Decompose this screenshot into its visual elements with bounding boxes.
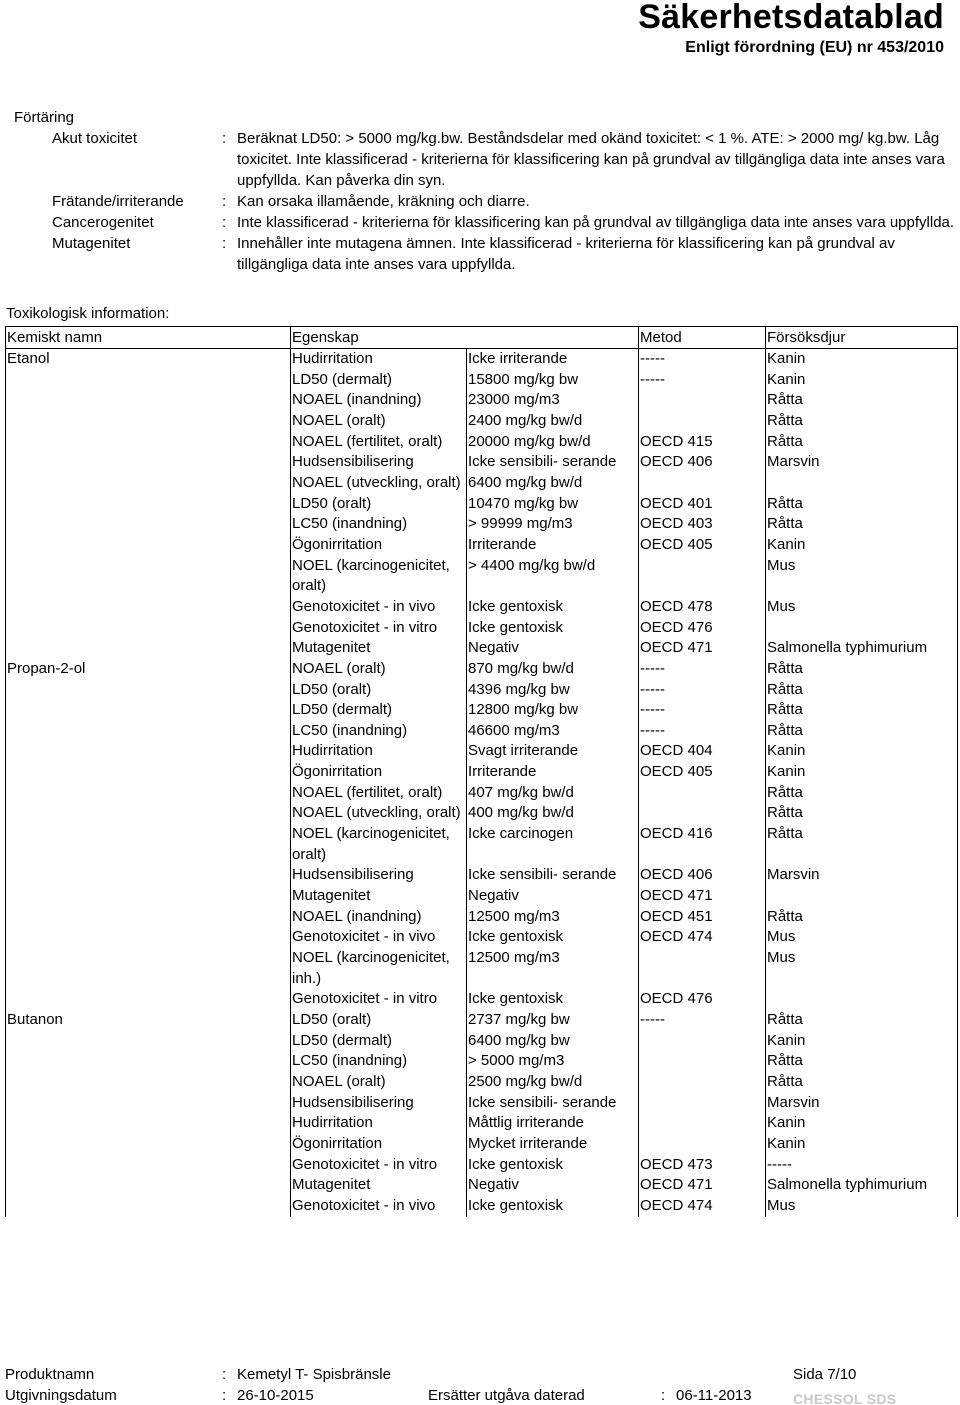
- table-row: [6, 721, 958, 742]
- method-cell: OECD 451: [639, 907, 766, 928]
- property-cell: LD50 (dermalt): [291, 1031, 467, 1052]
- chemical-name-cell: [6, 1031, 291, 1052]
- method-cell: OECD 415: [639, 432, 766, 453]
- method-cell: OECD 474: [639, 1196, 766, 1217]
- method-cell: OECD 476: [639, 618, 766, 639]
- table-row: [6, 948, 958, 989]
- test-animal-cell: Kanin: [766, 1134, 958, 1155]
- test-animal-cell: Mus: [766, 1196, 958, 1217]
- chemical-name-cell: [6, 824, 291, 865]
- chemical-name-cell: [6, 721, 291, 742]
- method-cell: [639, 1031, 766, 1052]
- method-cell: OECD 405: [639, 535, 766, 556]
- chemical-name-cell: [6, 411, 291, 432]
- property-cell: NOAEL (fertilitet, oralt): [291, 432, 467, 453]
- chemical-name-cell: [6, 1155, 291, 1176]
- table-row: [6, 1010, 958, 1031]
- test-animal-cell: [766, 886, 958, 907]
- result-cell: Negativ: [467, 1175, 639, 1196]
- chemical-name-cell: [6, 514, 291, 535]
- test-animal-cell: Råtta: [766, 700, 958, 721]
- property-cell: Genotoxicitet - in vivo: [291, 927, 467, 948]
- test-animal-cell: Råtta: [766, 803, 958, 824]
- test-animal-cell: [766, 618, 958, 639]
- result-cell: 10470 mg/kg bw: [467, 494, 639, 515]
- table-row: [6, 556, 958, 597]
- property-row: [0, 191, 960, 212]
- toxicology-table: [5, 326, 958, 1217]
- property-cell: Genotoxicitet - in vitro: [291, 618, 467, 639]
- chemical-name-cell: [6, 948, 291, 989]
- result-cell: 400 mg/kg bw/d: [467, 803, 639, 824]
- method-cell: OECD 474: [639, 927, 766, 948]
- property-row: [0, 233, 960, 275]
- chemical-name-cell: [6, 1113, 291, 1134]
- property-cell: Hudsensibilisering: [291, 865, 467, 886]
- result-cell: 12800 mg/kg bw: [467, 700, 639, 721]
- chemical-name-cell: [6, 535, 291, 556]
- test-animal-cell: Mus: [766, 556, 958, 597]
- property-cell: LC50 (inandning): [291, 1051, 467, 1072]
- chemical-name-cell: Etanol: [6, 349, 291, 370]
- table-body: [6, 349, 958, 1217]
- result-cell: Icke gentoxisk: [467, 1196, 639, 1217]
- result-cell: 870 mg/kg bw/d: [467, 659, 639, 680]
- test-animal-cell: -----: [766, 1155, 958, 1176]
- chemical-name-cell: [6, 783, 291, 804]
- chemical-name-cell: Butanon: [6, 1010, 291, 1031]
- result-cell: Icke carcinogen: [467, 824, 639, 865]
- test-animal-cell: Råtta: [766, 659, 958, 680]
- property-colon: :: [222, 193, 227, 210]
- property-cell: Hudsensibilisering: [291, 1093, 467, 1114]
- result-cell: Irriterande: [467, 762, 639, 783]
- chemical-name-cell: [6, 1196, 291, 1217]
- result-cell: 12500 mg/m3: [467, 907, 639, 928]
- test-animal-cell: Råtta: [766, 411, 958, 432]
- method-cell: OECD 471: [639, 886, 766, 907]
- table-row: [6, 452, 958, 473]
- property-cell: Genotoxicitet - in vitro: [291, 989, 467, 1010]
- result-cell: Måttlig irriterande: [467, 1113, 639, 1134]
- table-row: [6, 473, 958, 494]
- result-cell: Icke gentoxisk: [467, 989, 639, 1010]
- table-row: [6, 659, 958, 680]
- table-row: [6, 494, 958, 515]
- method-cell: OECD 404: [639, 741, 766, 762]
- result-cell: 12500 mg/m3: [467, 948, 639, 989]
- result-cell: Icke gentoxisk: [467, 927, 639, 948]
- table-row: [6, 907, 958, 928]
- chemical-name-cell: [6, 370, 291, 391]
- property-cell: Hudirritation: [291, 349, 467, 370]
- property-cell: Ögonirritation: [291, 535, 467, 556]
- table-row: [6, 411, 958, 432]
- result-cell: Negativ: [467, 638, 639, 659]
- property-cell: NOAEL (oralt): [291, 411, 467, 432]
- test-animal-cell: Råtta: [766, 783, 958, 804]
- test-animal-cell: Kanin: [766, 535, 958, 556]
- chemical-name-cell: [6, 473, 291, 494]
- method-cell: OECD 473: [639, 1155, 766, 1176]
- tox-heading: Toxikologisk information:: [6, 305, 170, 322]
- result-cell: > 5000 mg/m3: [467, 1051, 639, 1072]
- result-cell: 6400 mg/kg bw/d: [467, 473, 639, 494]
- test-animal-cell: Mus: [766, 927, 958, 948]
- chemical-name-cell: [6, 886, 291, 907]
- chemical-name-cell: [6, 1175, 291, 1196]
- result-cell: 407 mg/kg bw/d: [467, 783, 639, 804]
- property-label: Mutagenitet: [52, 235, 131, 252]
- issue-date-colon: :: [222, 1387, 227, 1404]
- result-cell: Svagt irriterande: [467, 741, 639, 762]
- product-value: Kemetyl T- Spisbränsle: [237, 1366, 391, 1383]
- property-cell: NOAEL (inandning): [291, 390, 467, 411]
- regulation-subtitle: Enligt förordning (EU) nr 453/2010: [685, 39, 944, 56]
- test-animal-cell: Råtta: [766, 514, 958, 535]
- result-cell: Negativ: [467, 886, 639, 907]
- table-row: [6, 1072, 958, 1093]
- chemical-name-cell: [6, 907, 291, 928]
- result-cell: 2500 mg/kg bw/d: [467, 1072, 639, 1093]
- property-row: [0, 128, 960, 191]
- property-cell: Hudirritation: [291, 1113, 467, 1134]
- method-cell: -----: [639, 680, 766, 701]
- result-cell: Icke gentoxisk: [467, 618, 639, 639]
- result-cell: Icke sensibili- serande: [467, 452, 639, 473]
- table-row: [6, 1155, 958, 1176]
- property-cell: Genotoxicitet - in vivo: [291, 1196, 467, 1217]
- table-row: [6, 989, 958, 1010]
- chemical-name-cell: [6, 618, 291, 639]
- test-animal-cell: Salmonella typhimurium: [766, 638, 958, 659]
- test-animal-cell: Råtta: [766, 721, 958, 742]
- chemical-name-cell: [6, 452, 291, 473]
- property-cell: Hudirritation: [291, 741, 467, 762]
- table-row: [6, 1134, 958, 1155]
- page-number: Sida 7/10: [793, 1366, 857, 1383]
- test-animal-cell: Marsvin: [766, 1093, 958, 1114]
- chemical-name-cell: [6, 680, 291, 701]
- issue-date-value: 26-10-2015: [237, 1387, 314, 1404]
- property-cell: NOEL (karcinogenicitet, oralt): [291, 824, 467, 865]
- property-colon: :: [222, 235, 227, 252]
- method-cell: [639, 803, 766, 824]
- chemical-name-cell: [6, 1134, 291, 1155]
- property-cell: NOAEL (inandning): [291, 907, 467, 928]
- test-animal-cell: Kanin: [766, 762, 958, 783]
- table-row: [6, 1113, 958, 1134]
- replaces-label: Ersätter utgåva daterad: [428, 1387, 585, 1404]
- result-cell: Icke irriterande: [467, 349, 639, 370]
- property-cell: Mutagenitet: [291, 886, 467, 907]
- method-cell: OECD 471: [639, 638, 766, 659]
- chemical-name-cell: [6, 638, 291, 659]
- property-list: [0, 128, 960, 275]
- property-cell: Mutagenitet: [291, 638, 467, 659]
- method-cell: OECD 403: [639, 514, 766, 535]
- section-title-fortaring: Förtäring: [14, 109, 75, 126]
- property-cell: LD50 (oralt): [291, 494, 467, 515]
- table-row: [6, 349, 958, 370]
- property-cell: NOAEL (oralt): [291, 659, 467, 680]
- result-cell: Icke gentoxisk: [467, 1155, 639, 1176]
- test-animal-cell: [766, 989, 958, 1010]
- method-cell: [639, 556, 766, 597]
- result-cell: 4396 mg/kg bw: [467, 680, 639, 701]
- method-cell: [639, 1051, 766, 1072]
- table-row: [6, 803, 958, 824]
- table-row: [6, 370, 958, 391]
- table-row: [6, 1175, 958, 1196]
- property-value: Beräknat LD50: > 5000 mg/kg.bw. Beståndsdelar med okänd toxicitet: < 1 %. ATE: > 2000 mg/ kg.bw. Låg toxicitet. Inte klassificerad - kriterierna för klassificering kan på grundval av tillgängliga data inte anses vara uppfyllda. Kan påverka din syn.: [237, 130, 945, 189]
- test-animal-cell: Råtta: [766, 1010, 958, 1031]
- property-cell: NOAEL (utveckling, oralt): [291, 473, 467, 494]
- test-animal-cell: Salmonella typhimurium: [766, 1175, 958, 1196]
- product-label: Produktnamn: [5, 1366, 95, 1383]
- column-header: Försöksdjur: [766, 327, 958, 349]
- table-row: [6, 1051, 958, 1072]
- result-cell: 2400 mg/kg bw/d: [467, 411, 639, 432]
- property-colon: :: [222, 214, 227, 231]
- test-animal-cell: Råtta: [766, 494, 958, 515]
- chemical-name-cell: [6, 556, 291, 597]
- method-cell: OECD 406: [639, 865, 766, 886]
- method-cell: OECD 401: [639, 494, 766, 515]
- method-cell: -----: [639, 659, 766, 680]
- result-cell: 23000 mg/m3: [467, 390, 639, 411]
- table-row: [6, 741, 958, 762]
- chemical-name-cell: [6, 927, 291, 948]
- method-cell: OECD 476: [639, 989, 766, 1010]
- property-cell: NOEL (karcinogenicitet, inh.): [291, 948, 467, 989]
- property-cell: LC50 (inandning): [291, 514, 467, 535]
- replaces-colon: :: [661, 1387, 666, 1404]
- property-colon: :: [222, 130, 227, 147]
- test-animal-cell: Råtta: [766, 1072, 958, 1093]
- method-cell: [639, 1113, 766, 1134]
- chemical-name-cell: [6, 989, 291, 1010]
- result-cell: Mycket irriterande: [467, 1134, 639, 1155]
- chemical-name-cell: [6, 803, 291, 824]
- table-row: [6, 432, 958, 453]
- method-cell: -----: [639, 349, 766, 370]
- test-animal-cell: Råtta: [766, 390, 958, 411]
- method-cell: OECD 471: [639, 1175, 766, 1196]
- test-animal-cell: Råtta: [766, 907, 958, 928]
- column-header: [467, 327, 639, 349]
- test-animal-cell: Råtta: [766, 824, 958, 865]
- table-row: [6, 1093, 958, 1114]
- table-row: [6, 927, 958, 948]
- result-cell: 6400 mg/kg bw: [467, 1031, 639, 1052]
- result-cell: > 99999 mg/m3: [467, 514, 639, 535]
- test-animal-cell: [766, 473, 958, 494]
- result-cell: 2737 mg/kg bw: [467, 1010, 639, 1031]
- property-value: Inte klassificerad - kriterierna för klassificering kan på grundval av tillgängliga data inte anses vara uppfyllda.: [237, 214, 955, 231]
- test-animal-cell: Råtta: [766, 1051, 958, 1072]
- method-cell: [639, 948, 766, 989]
- property-label: Frätande/irriterande: [52, 193, 184, 210]
- table-row: [6, 618, 958, 639]
- method-cell: [639, 411, 766, 432]
- chemical-name-cell: [6, 597, 291, 618]
- chemical-name-cell: [6, 494, 291, 515]
- chemical-name-cell: [6, 762, 291, 783]
- result-cell: 20000 mg/kg bw/d: [467, 432, 639, 453]
- property-cell: Genotoxicitet - in vitro: [291, 1155, 467, 1176]
- method-cell: [639, 1093, 766, 1114]
- property-cell: NOAEL (utveckling, oralt): [291, 803, 467, 824]
- table-row: [6, 1196, 958, 1217]
- method-cell: OECD 416: [639, 824, 766, 865]
- property-cell: Hudsensibilisering: [291, 452, 467, 473]
- property-cell: LD50 (dermalt): [291, 370, 467, 391]
- method-cell: -----: [639, 1010, 766, 1031]
- test-animal-cell: Kanin: [766, 1113, 958, 1134]
- chemical-name-cell: [6, 1051, 291, 1072]
- chemical-name-cell: [6, 390, 291, 411]
- method-cell: [639, 473, 766, 494]
- test-animal-cell: Kanin: [766, 370, 958, 391]
- result-cell: 15800 mg/kg bw: [467, 370, 639, 391]
- column-header: Metod: [639, 327, 766, 349]
- result-cell: Icke sensibili- serande: [467, 1093, 639, 1114]
- chemical-name-cell: [6, 865, 291, 886]
- chemical-name-cell: [6, 432, 291, 453]
- table-row: [6, 638, 958, 659]
- property-cell: Genotoxicitet - in vivo: [291, 597, 467, 618]
- result-cell: Irriterande: [467, 535, 639, 556]
- replaces-date-value: 06-11-2013: [676, 1387, 752, 1404]
- column-header: Egenskap: [291, 327, 467, 349]
- property-cell: Mutagenitet: [291, 1175, 467, 1196]
- table-row: [6, 886, 958, 907]
- property-cell: LD50 (oralt): [291, 680, 467, 701]
- method-cell: [639, 1072, 766, 1093]
- issue-date-label: Utgivningsdatum: [5, 1387, 117, 1404]
- table-row: [6, 514, 958, 535]
- test-animal-cell: Råtta: [766, 432, 958, 453]
- property-value: Innehåller inte mutagena ämnen. Inte klassificerad - kriterierna för klassificering kan på grundval av tillgängliga data inte anses vara uppfyllda.: [237, 235, 895, 273]
- property-cell: LD50 (oralt): [291, 1010, 467, 1031]
- table-row: [6, 680, 958, 701]
- table-row: [6, 1031, 958, 1052]
- test-animal-cell: Mus: [766, 597, 958, 618]
- method-cell: [639, 783, 766, 804]
- property-cell: LD50 (dermalt): [291, 700, 467, 721]
- test-animal-cell: Råtta: [766, 680, 958, 701]
- chemical-name-cell: [6, 1093, 291, 1114]
- test-animal-cell: Marsvin: [766, 452, 958, 473]
- chemical-name-cell: [6, 1072, 291, 1093]
- result-cell: 46600 mg/m3: [467, 721, 639, 742]
- method-cell: [639, 1134, 766, 1155]
- test-animal-cell: Kanin: [766, 741, 958, 762]
- table-row: [6, 700, 958, 721]
- method-cell: OECD 405: [639, 762, 766, 783]
- document-title: Säkerhetsdatablad: [638, 0, 944, 36]
- method-cell: [639, 390, 766, 411]
- chemical-name-cell: [6, 700, 291, 721]
- test-animal-cell: Mus: [766, 948, 958, 989]
- property-cell: LC50 (inandning): [291, 721, 467, 742]
- property-value: Kan orsaka illamående, kräkning och diarre.: [237, 193, 530, 210]
- table-row: [6, 865, 958, 886]
- property-cell: Ögonirritation: [291, 1134, 467, 1155]
- table-row: [6, 824, 958, 865]
- table-row: [6, 762, 958, 783]
- result-cell: Icke gentoxisk: [467, 597, 639, 618]
- method-cell: OECD 406: [639, 452, 766, 473]
- property-cell: Ögonirritation: [291, 762, 467, 783]
- table-row: [6, 535, 958, 556]
- result-cell: > 4400 mg/kg bw/d: [467, 556, 639, 597]
- chemical-name-cell: [6, 741, 291, 762]
- test-animal-cell: Kanin: [766, 349, 958, 370]
- column-header: Kemiskt namn: [6, 327, 291, 349]
- chemical-name-cell: Propan-2-ol: [6, 659, 291, 680]
- method-cell: -----: [639, 721, 766, 742]
- property-label: Cancerogenitet: [52, 214, 154, 231]
- method-cell: -----: [639, 700, 766, 721]
- product-colon: :: [222, 1366, 227, 1383]
- property-cell: NOEL (karcinogenicitet, oralt): [291, 556, 467, 597]
- property-cell: NOAEL (oralt): [291, 1072, 467, 1093]
- method-cell: -----: [639, 370, 766, 391]
- method-cell: OECD 478: [639, 597, 766, 618]
- brand-logo: CHESSOL SDS: [793, 1391, 897, 1405]
- table-row: [6, 597, 958, 618]
- table-row: [6, 783, 958, 804]
- property-row: [0, 212, 960, 233]
- property-cell: NOAEL (fertilitet, oralt): [291, 783, 467, 804]
- result-cell: Icke sensibili- serande: [467, 865, 639, 886]
- property-label: Akut toxicitet: [52, 130, 138, 147]
- table-header-row: [6, 327, 958, 349]
- table-row: [6, 390, 958, 411]
- test-animal-cell: Kanin: [766, 1031, 958, 1052]
- test-animal-cell: Marsvin: [766, 865, 958, 886]
